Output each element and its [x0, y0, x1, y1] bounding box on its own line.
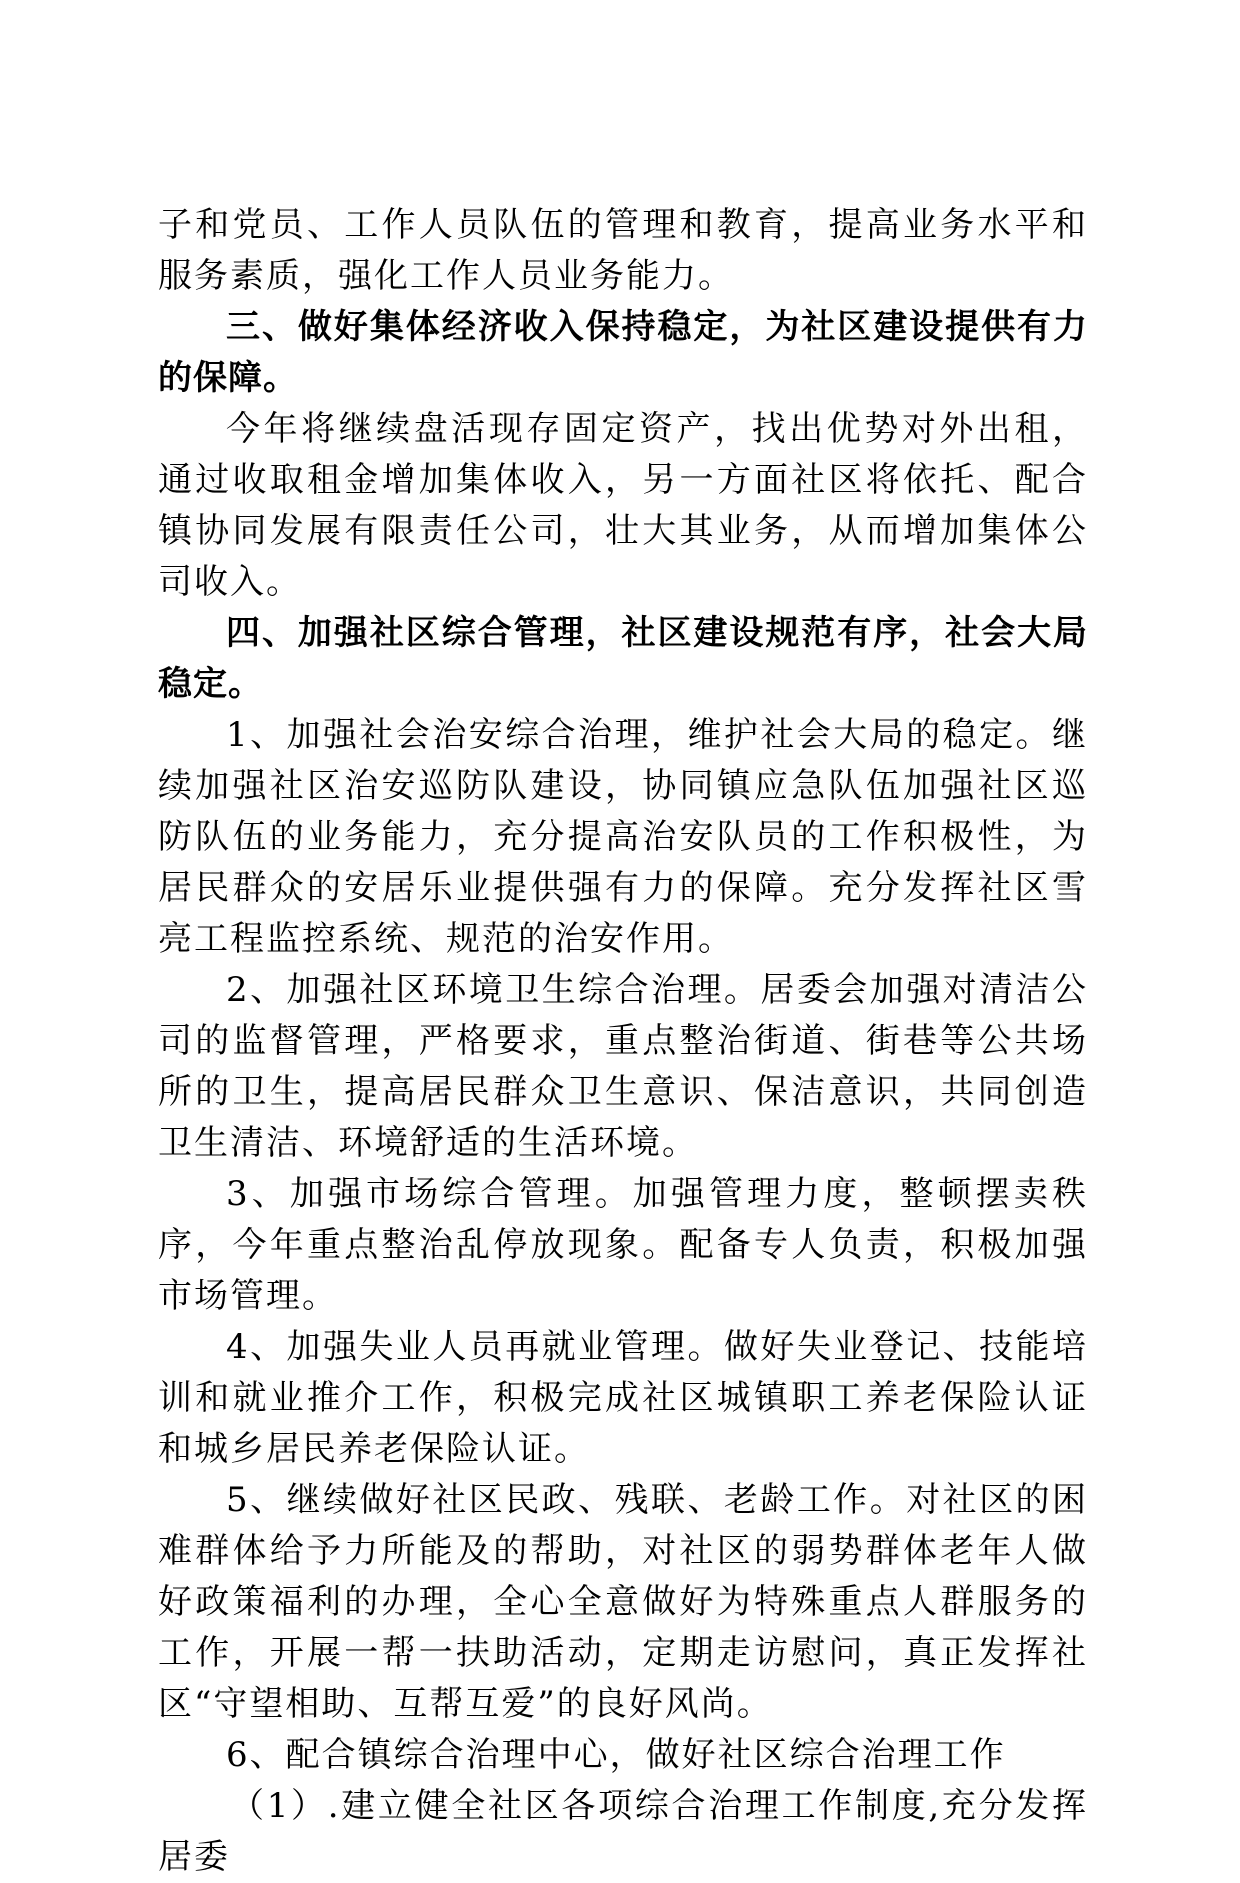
paragraph-item-2: 2、加强社区环境卫生综合治理。居委会加强对清洁公司的监督管理，严格要求，重点整治街道、街巷等公共场所的卫生，提高居民群众卫生意识、保洁意识，共同创造卫生清洁、环境舒适的生活环境。 [158, 970, 1088, 1163]
document-page [158, 200, 1088, 1883]
paragraph-item-1: 1、加强社会治安综合治理，维护社会大局的稳定。继续加强社区治安巡防队建设，协同镇应急队伍加强社区巡防队伍的业务能力，充分提高治安队员的工作积极性，为居民群众的安居乐业提供强有力的保障。充分发挥社区雪亮工程监控系统、规范的治安作用。 [158, 715, 1088, 959]
paragraph-item-6: 6、配合镇综合治理中心，做好社区综合治理工作 [226, 1735, 1006, 1775]
section-heading-3: 三、做好集体经济收入保持稳定，为社区建设提供有力的保障。 [158, 307, 1088, 398]
paragraph-item-4: 4、加强失业人员再就业管理。做好失业登记、技能培训和就业推介工作，积极完成社区城镇职工养老保险认证和城乡居民养老保险认证。 [158, 1327, 1088, 1469]
section-heading-4: 四、加强社区综合管理，社区建设规范有序，社会大局稳定。 [158, 613, 1088, 704]
paragraph-item-5: 5、继续做好社区民政、残联、老龄工作。对社区的困难群体给予力所能及的帮助，对社区的弱势群体老年人做好政策福利的办理，全心全意做好为特殊重点人群服务的工作，开展一帮一扶助活动，定期走访慰问，真正发挥社区“守望相助、互帮互爱”的良好风尚。 [158, 1480, 1088, 1724]
paragraph-section-3-body: 今年将继续盘活现存固定资产，找出优势对外出租，通过收取租金增加集体收入，另一方面社区将依托、配合镇协同发展有限责任公司，壮大其业务，从而增加集体公司收入。 [158, 409, 1088, 602]
paragraph-continuation: 子和党员、工作人员队伍的管理和教育，提高业务水平和服务素质，强化工作人员业务能力。 [158, 205, 1088, 296]
paragraph-subitem-1: （1）.建立健全社区各项综合治理工作制度,充分发挥居委 [158, 1786, 1088, 1877]
paragraph-item-3: 3、加强市场综合管理。加强管理力度，整顿摆卖秩序，今年重点整治乱停放现象。配备专人负责，积极加强市场管理。 [158, 1174, 1088, 1316]
